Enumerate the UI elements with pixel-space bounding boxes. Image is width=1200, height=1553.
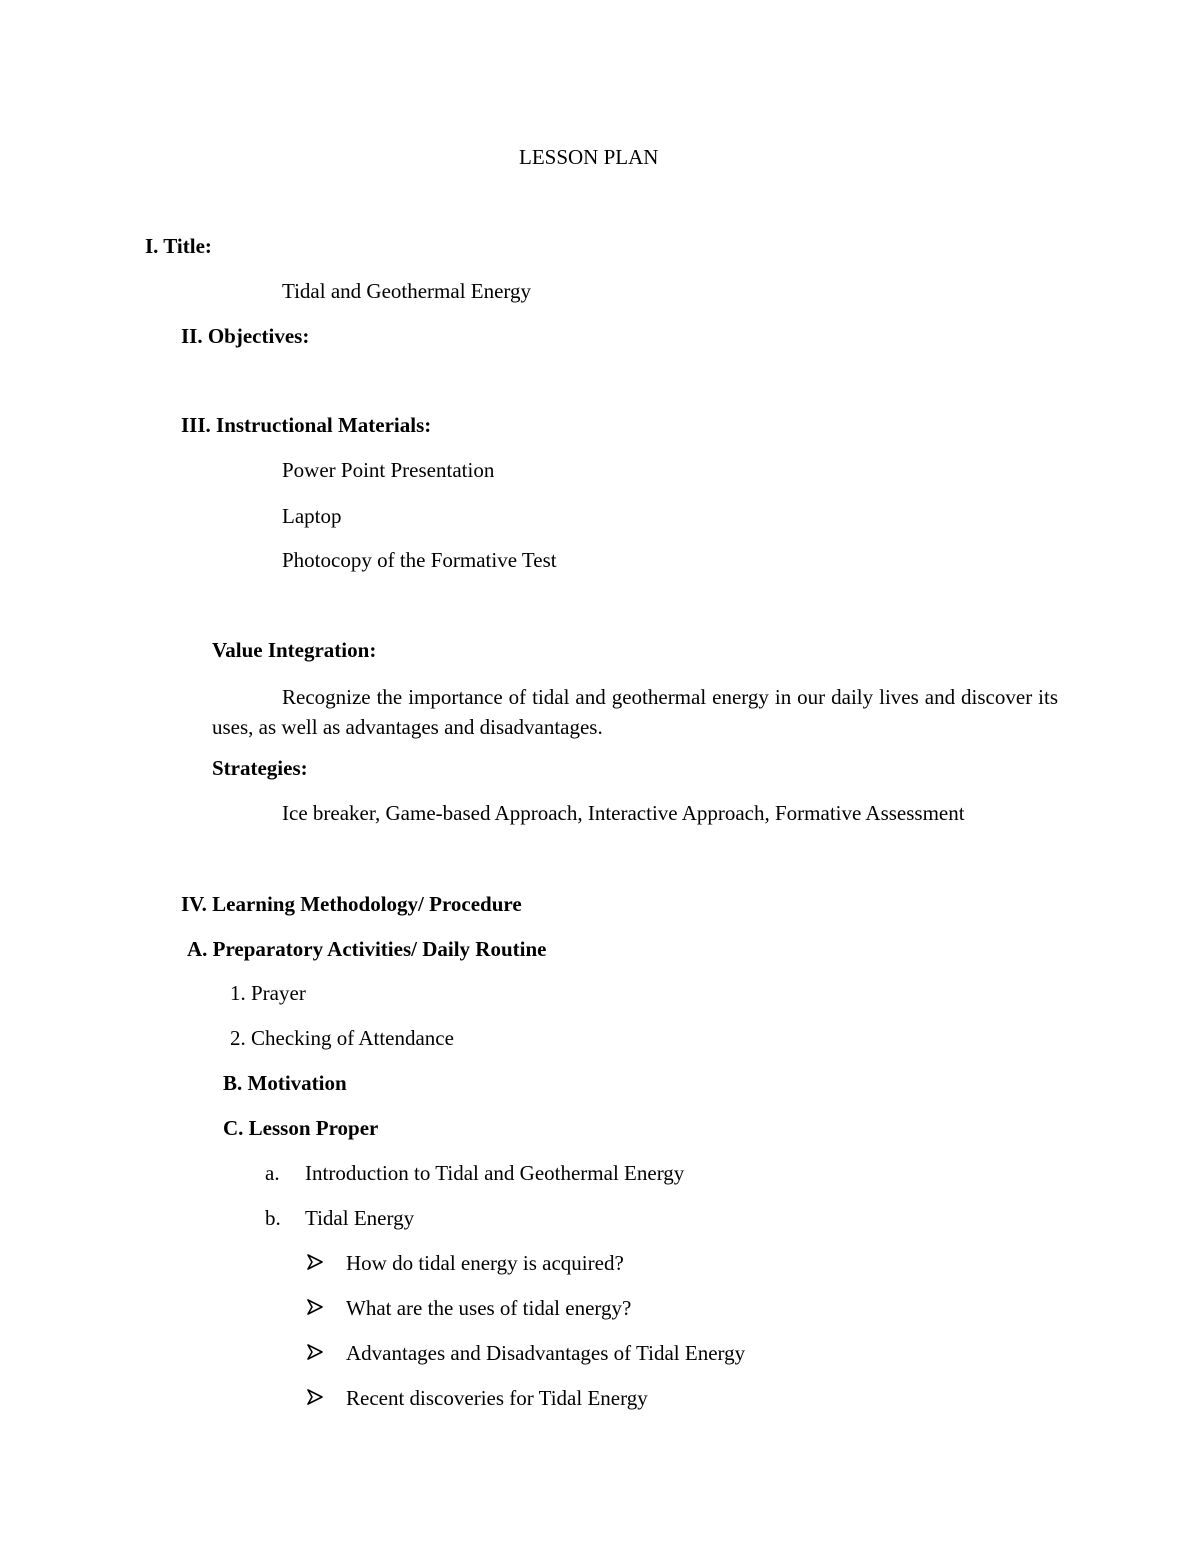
tidal-bullet-text: Recent discoveries for Tidal Energy — [346, 1386, 648, 1410]
section-materials-heading: III. Instructional Materials: — [181, 413, 432, 437]
preparatory-item: 2. Checking of Attendance — [230, 1026, 454, 1050]
material-item: Power Point Presentation — [282, 458, 495, 482]
motivation-heading: B. Motivation — [223, 1071, 347, 1095]
lesson-item-text: Tidal Energy — [305, 1206, 415, 1230]
tidal-bullet-text: How do tidal energy is acquired? — [346, 1251, 624, 1275]
lesson-proper-heading: C. Lesson Proper — [223, 1116, 379, 1140]
lesson-item-marker: b. — [265, 1206, 281, 1230]
material-item: Laptop — [282, 504, 342, 528]
arrow-bullet-icon — [307, 1344, 323, 1360]
lesson-item-text: Introduction to Tidal and Geothermal Energy — [305, 1161, 685, 1185]
document-title: LESSON PLAN — [519, 145, 659, 169]
value-integration-text: Recognize the importance of tidal and geothermal energy in our daily lives and discover its uses, as well as advantages and disadvantages. — [212, 685, 1058, 739]
tidal-bullet-text: Advantages and Disadvantages of Tidal Energy — [346, 1341, 746, 1365]
lesson-title-value: Tidal and Geothermal Energy — [282, 279, 532, 303]
strategies-text: Ice breaker, Game-based Approach, Interactive Approach, Formative Assessment — [282, 801, 965, 825]
section-methodology-heading: IV. Learning Methodology/ Procedure — [181, 892, 522, 916]
section-objectives-heading: II. Objectives: — [181, 324, 310, 348]
preparatory-heading: A. Preparatory Activities/ Daily Routine — [187, 937, 547, 961]
tidal-bullet-text: What are the uses of tidal energy? — [346, 1296, 632, 1320]
lesson-item-marker: a. — [265, 1161, 280, 1185]
value-integration-heading: Value Integration: — [212, 638, 377, 662]
arrow-bullet-icon — [307, 1254, 323, 1270]
preparatory-item: 1. Prayer — [230, 981, 306, 1005]
arrow-bullet-icon — [307, 1299, 323, 1315]
material-item: Photocopy of the Formative Test — [282, 548, 557, 572]
section-title-heading: I. Title: — [145, 234, 212, 258]
strategies-heading: Strategies: — [212, 756, 308, 780]
arrow-bullet-icon — [307, 1389, 323, 1405]
